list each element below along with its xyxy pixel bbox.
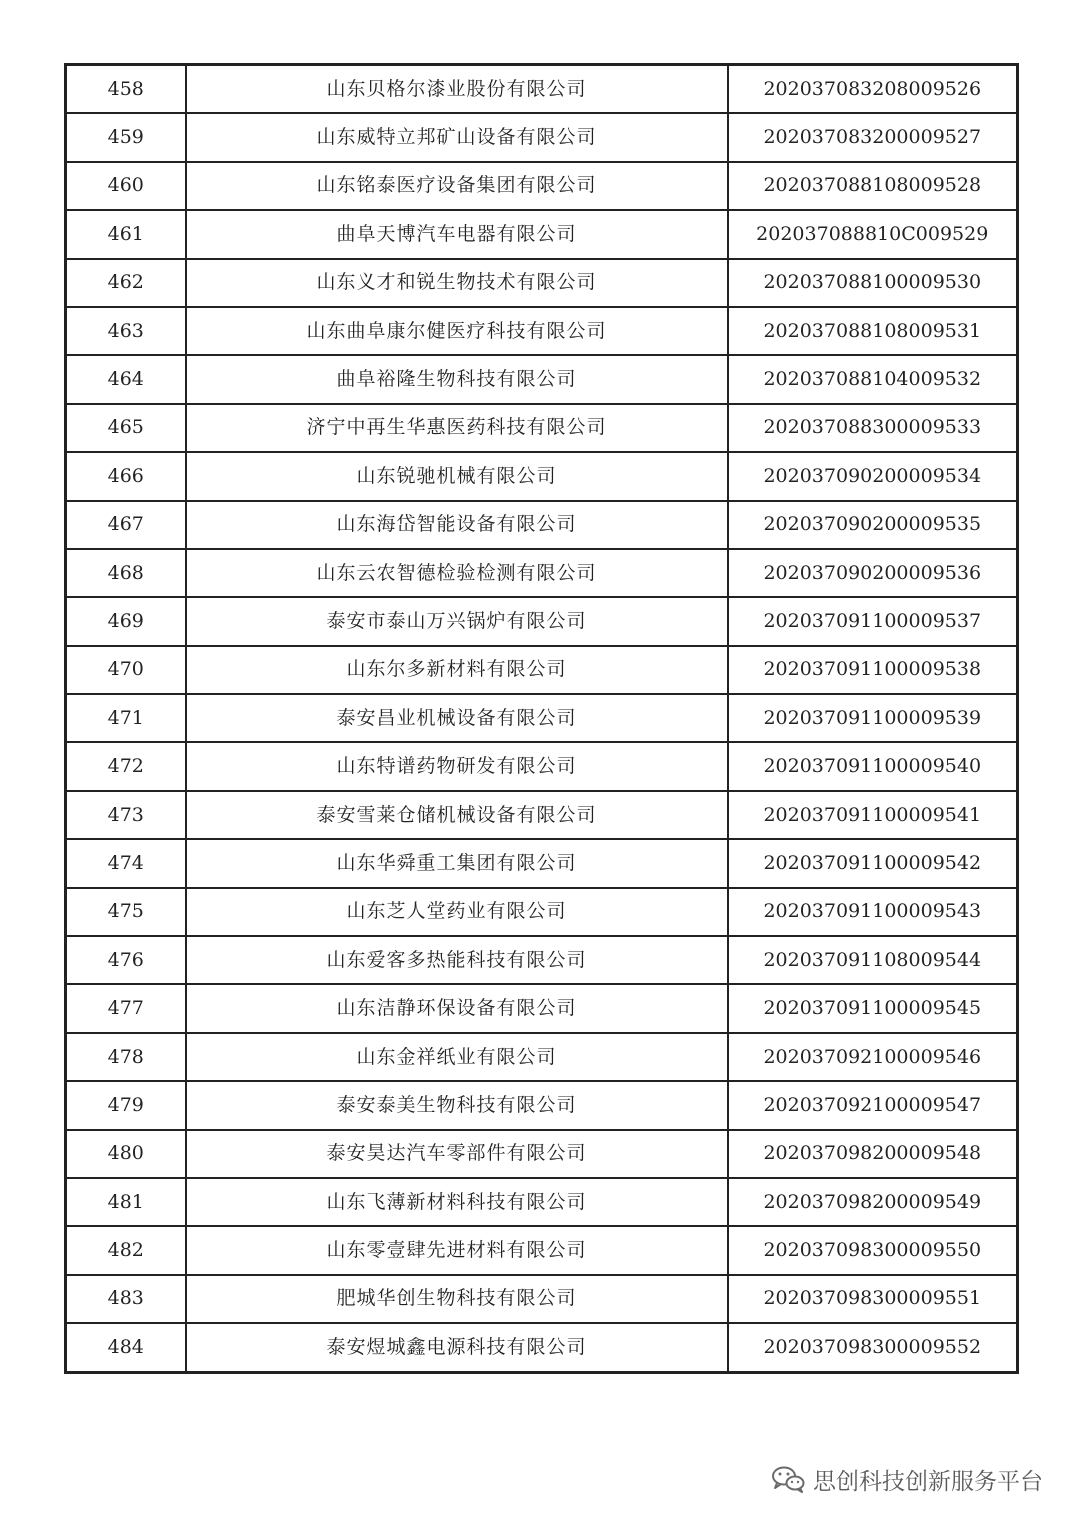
table-row bbox=[66, 1178, 1018, 1226]
registration-code: 202037088810C009529 bbox=[728, 210, 1018, 258]
table-row bbox=[66, 162, 1018, 210]
table-row bbox=[66, 210, 1018, 258]
row-number: 459 bbox=[66, 113, 186, 161]
company-name: 山东芝人堂药业有限公司 bbox=[186, 888, 728, 936]
registration-code: 202037088108009531 bbox=[728, 307, 1018, 355]
row-number: 464 bbox=[66, 355, 186, 403]
table-row bbox=[66, 646, 1018, 694]
company-name: 济宁中再生华惠医药科技有限公司 bbox=[186, 404, 728, 452]
row-number: 462 bbox=[66, 259, 186, 307]
company-name: 山东威特立邦矿山设备有限公司 bbox=[186, 113, 728, 161]
table-row bbox=[66, 1033, 1018, 1081]
registration-code: 202037090200009535 bbox=[728, 501, 1018, 549]
row-number: 461 bbox=[66, 210, 186, 258]
row-number: 471 bbox=[66, 694, 186, 742]
row-number: 467 bbox=[66, 501, 186, 549]
table-row bbox=[66, 65, 1018, 114]
table-row bbox=[66, 1081, 1018, 1129]
row-number: 468 bbox=[66, 549, 186, 597]
row-number: 466 bbox=[66, 452, 186, 500]
row-number: 478 bbox=[66, 1033, 186, 1081]
watermark bbox=[771, 1459, 1043, 1499]
registration-code: 202037091100009540 bbox=[728, 742, 1018, 790]
table-row bbox=[66, 936, 1018, 984]
row-number: 480 bbox=[66, 1130, 186, 1178]
table-row bbox=[66, 549, 1018, 597]
row-number: 476 bbox=[66, 936, 186, 984]
row-number: 475 bbox=[66, 888, 186, 936]
table-row bbox=[66, 694, 1018, 742]
company-name: 肥城华创生物科技有限公司 bbox=[186, 1275, 728, 1323]
company-name: 山东华舜重工集团有限公司 bbox=[186, 839, 728, 887]
registration-code: 202037091100009542 bbox=[728, 839, 1018, 887]
row-number: 474 bbox=[66, 839, 186, 887]
table-row bbox=[66, 1323, 1018, 1372]
registration-code: 202037091100009545 bbox=[728, 984, 1018, 1032]
company-name: 泰安昌业机械设备有限公司 bbox=[186, 694, 728, 742]
table-row bbox=[66, 597, 1018, 645]
registration-code: 202037091100009541 bbox=[728, 791, 1018, 839]
company-name: 泰安泰美生物科技有限公司 bbox=[186, 1081, 728, 1129]
row-number: 460 bbox=[66, 162, 186, 210]
table-row bbox=[66, 1130, 1018, 1178]
table-row bbox=[66, 791, 1018, 839]
table-row bbox=[66, 259, 1018, 307]
company-name: 山东义才和锐生物技术有限公司 bbox=[186, 259, 728, 307]
registration-code: 202037098300009550 bbox=[728, 1226, 1018, 1274]
table-row bbox=[66, 501, 1018, 549]
table-row bbox=[66, 1275, 1018, 1323]
row-number: 483 bbox=[66, 1275, 186, 1323]
company-name: 山东锐驰机械有限公司 bbox=[186, 452, 728, 500]
registration-code: 202037090200009534 bbox=[728, 452, 1018, 500]
registration-code: 202037092100009546 bbox=[728, 1033, 1018, 1081]
registration-code: 202037088108009528 bbox=[728, 162, 1018, 210]
row-number: 458 bbox=[66, 65, 186, 114]
table-row bbox=[66, 1226, 1018, 1274]
wechat-icon bbox=[771, 1465, 805, 1493]
company-name: 泰安昊达汽车零部件有限公司 bbox=[186, 1130, 728, 1178]
table-row bbox=[66, 984, 1018, 1032]
table-row bbox=[66, 888, 1018, 936]
row-number: 463 bbox=[66, 307, 186, 355]
company-name: 泰安雪莱仓储机械设备有限公司 bbox=[186, 791, 728, 839]
table-row bbox=[66, 355, 1018, 403]
table-row bbox=[66, 452, 1018, 500]
company-name: 山东零壹肆先进材料有限公司 bbox=[186, 1226, 728, 1274]
registration-code: 202037098300009552 bbox=[728, 1323, 1018, 1372]
registration-code: 202037091100009538 bbox=[728, 646, 1018, 694]
company-name: 山东云农智德检验检测有限公司 bbox=[186, 549, 728, 597]
registration-code: 202037091100009539 bbox=[728, 694, 1018, 742]
company-name: 曲阜天博汽车电器有限公司 bbox=[186, 210, 728, 258]
company-name: 山东爱客多热能科技有限公司 bbox=[186, 936, 728, 984]
row-number: 477 bbox=[66, 984, 186, 1032]
enterprise-table-body bbox=[66, 65, 1018, 1373]
registration-code: 202037091108009544 bbox=[728, 936, 1018, 984]
registration-code: 202037083208009526 bbox=[728, 65, 1018, 114]
company-name: 泰安市泰山万兴锅炉有限公司 bbox=[186, 597, 728, 645]
table-row bbox=[66, 307, 1018, 355]
registration-code: 202037092100009547 bbox=[728, 1081, 1018, 1129]
company-name: 山东曲阜康尔健医疗科技有限公司 bbox=[186, 307, 728, 355]
registration-code: 202037088104009532 bbox=[728, 355, 1018, 403]
company-name: 山东铭泰医疗设备集团有限公司 bbox=[186, 162, 728, 210]
registration-code: 202037088300009533 bbox=[728, 404, 1018, 452]
registration-code: 202037091100009543 bbox=[728, 888, 1018, 936]
enterprise-table bbox=[64, 63, 1019, 1374]
registration-code: 202037088100009530 bbox=[728, 259, 1018, 307]
row-number: 481 bbox=[66, 1178, 186, 1226]
company-name: 曲阜裕隆生物科技有限公司 bbox=[186, 355, 728, 403]
registration-code: 202037090200009536 bbox=[728, 549, 1018, 597]
row-number: 470 bbox=[66, 646, 186, 694]
company-name: 山东贝格尔漆业股份有限公司 bbox=[186, 65, 728, 114]
company-name: 山东飞薄新材料科技有限公司 bbox=[186, 1178, 728, 1226]
registration-code: 202037098200009548 bbox=[728, 1130, 1018, 1178]
company-name: 山东特谱药物研发有限公司 bbox=[186, 742, 728, 790]
row-number: 479 bbox=[66, 1081, 186, 1129]
table-row bbox=[66, 113, 1018, 161]
row-number: 469 bbox=[66, 597, 186, 645]
row-number: 484 bbox=[66, 1323, 186, 1372]
watermark-text: 思创科技创新服务平台 bbox=[813, 1468, 1043, 1495]
company-name: 泰安煜城鑫电源科技有限公司 bbox=[186, 1323, 728, 1372]
company-name: 山东洁静环保设备有限公司 bbox=[186, 984, 728, 1032]
row-number: 472 bbox=[66, 742, 186, 790]
registration-code: 202037098300009551 bbox=[728, 1275, 1018, 1323]
registration-code: 202037091100009537 bbox=[728, 597, 1018, 645]
row-number: 473 bbox=[66, 791, 186, 839]
company-name: 山东金祥纸业有限公司 bbox=[186, 1033, 728, 1081]
table-row bbox=[66, 404, 1018, 452]
registration-code: 202037098200009549 bbox=[728, 1178, 1018, 1226]
row-number: 482 bbox=[66, 1226, 186, 1274]
registration-code: 202037083200009527 bbox=[728, 113, 1018, 161]
table-row bbox=[66, 742, 1018, 790]
table-row bbox=[66, 839, 1018, 887]
company-name: 山东尔多新材料有限公司 bbox=[186, 646, 728, 694]
row-number: 465 bbox=[66, 404, 186, 452]
company-name: 山东海岱智能设备有限公司 bbox=[186, 501, 728, 549]
